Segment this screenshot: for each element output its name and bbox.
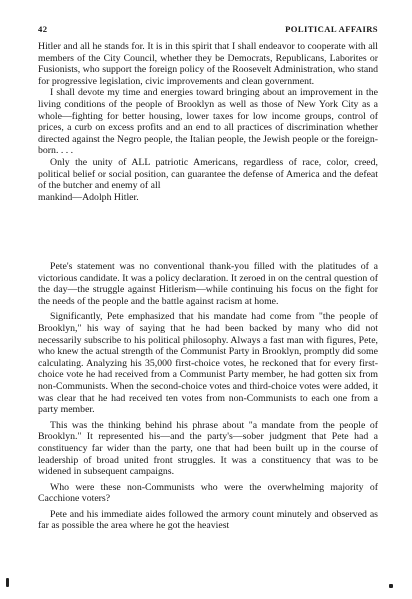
body-paragraph: Pete's statement was no conventional thank-you filled with the platitudes of a victorious candidate. It was a policy declaration. It zeroed in on the central question of the day—the struggle against Hitlerism—while continuing his focus on the fight for the needs of the people and the battle against racism at home. [38, 261, 378, 307]
scan-mark [389, 584, 393, 588]
main-text [38, 261, 378, 532]
quote-paragraph: I shall devote my time and energies toward bringing about an improvement in the living conditions of the people of Brooklyn as well as those of New York City as a whole—fighting for better housing, lower taxes for low income groups, control of prices, a curb on excess profits and an end to all practices of discrimination whether directed against the Negro people, the Italian people, the Jewish people or the foreign-born. . . . [38, 87, 378, 157]
page-header [38, 24, 378, 36]
body-paragraph: Pete and his immediate aides followed the armory count minutely and observed as far as possible the area where he got the heaviest [38, 508, 378, 532]
quote-paragraph: Hitler and all he stands for. It is in this spirit that I shall endeavor to cooperate with all members of the City Council, whether they be Democrats, Republicans, Laborites or Fusionists, who support the foreign policy of the Roosevelt Administration, who stand for progressive legislation, civic improvements and clean government. [38, 41, 378, 87]
quoted-statement [38, 41, 378, 203]
running-head: POLITICAL AFFAIRS [285, 24, 378, 34]
body-paragraph: Who were these non-Communists who were the overwhelming majority of Cacchione voters? [38, 481, 378, 505]
body-paragraph: This was the thinking behind his phrase about "a mandate from the people of Brooklyn." It represented his—and the party's—sober judgment that Pete had a constituency far wider than the party, one that had been built up in the course of leadership of broad united front struggles. It was a constituency that was to be widened in subsequent campaigns. [38, 419, 378, 478]
page-number: 42 [38, 24, 48, 34]
quote-paragraph: Only the unity of ALL patriotic Americans, regardless of race, color, creed, political belief or social position, can guarantee the defense of America and the defeat of the butcher and enemy of all [38, 156, 378, 192]
scan-mark [6, 578, 9, 587]
quote-closing: mankind—Adolph Hitler. [38, 191, 139, 203]
body-paragraph: Significantly, Pete emphasized that his mandate had come from "the people of Brooklyn," his way of saying that he had been backed by many who did not necessarily subscribe to his political philosophy. Always a fast man with figures, Pete, who knew the actual strength of the Communist Party in Brooklyn, promptly did some calculating. Analyzing his 35,000 first-choice votes, he reckoned that for every first-choice vote he had received from a Communist Party member, he had gotten six from non-Communists. When the second-choice votes and third-choice votes were added, it was clear that he had received ten votes from non-Communists to each one from a party member. [38, 311, 378, 416]
